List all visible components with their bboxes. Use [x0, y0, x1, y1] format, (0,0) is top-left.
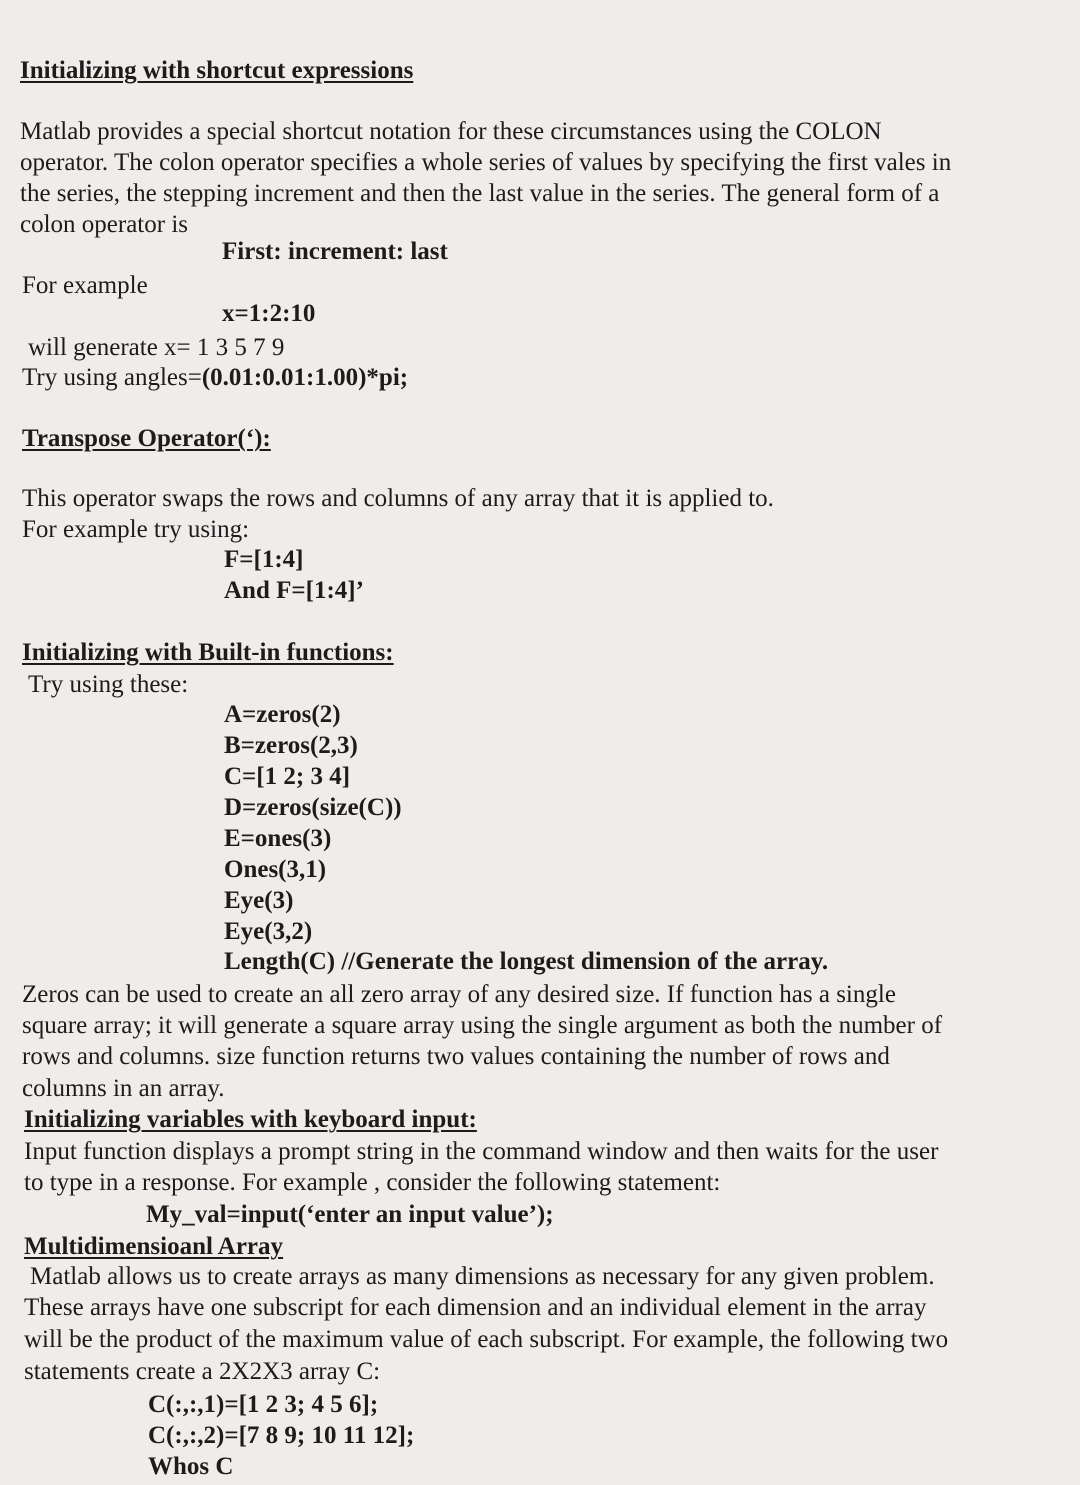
heading-builtin-functions: Initializing with Built-in functions:: [22, 639, 394, 666]
code-line: C(:,:,1)=[1 2 3; 4 5 6];: [148, 1391, 379, 1418]
code-line: Ones(3,1): [224, 856, 327, 883]
paragraph-line: statements create a 2X2X3 array C:: [24, 1358, 381, 1385]
paragraph-line: to type in a response. For example , consider the following statement:: [24, 1169, 721, 1196]
paragraph-line: Input function displays a prompt string in the command window and then waits for the user: [24, 1138, 939, 1165]
code-line: Whos C: [148, 1453, 234, 1480]
paragraph-line: Matlab provides a special shortcut notation for these circumstances using the COLON: [20, 118, 882, 145]
try-using-these: Try using these:: [28, 671, 189, 698]
heading-shortcut-expressions: Initializing with shortcut expressions: [20, 57, 414, 84]
colon-general-form: First: increment: last: [222, 238, 448, 265]
code-line: B=zeros(2,3): [224, 732, 358, 759]
try-prefix: Try using angles=: [22, 364, 202, 391]
try-code: (0.01:0.01:1.00)*pi;: [201, 364, 409, 391]
code-line: Length(C) //Generate the longest dimension of the array.: [224, 948, 829, 975]
for-example-label: For example: [22, 272, 148, 299]
code-line: Eye(3): [224, 887, 294, 914]
code-line: Eye(3,2): [224, 918, 313, 945]
paragraph-line: will be the product of the maximum value of each subscript. For example, the following two: [24, 1326, 949, 1353]
paragraph-line: the series, the stepping increment and then the last value in the series. The general form of a: [20, 180, 940, 207]
paragraph-line: For example try using:: [22, 516, 250, 543]
example-result: will generate x= 1 3 5 7 9: [28, 334, 285, 361]
paragraph-line: colon operator is: [20, 211, 189, 238]
paragraph-line: Zeros can be used to create an all zero array of any desired size. If function has a single: [22, 981, 896, 1008]
paragraph-line: square array; it will generate a square array using the single argument as both the number of: [22, 1012, 943, 1039]
try-angles-line: [22, 363, 408, 393]
code-line: E=ones(3): [224, 825, 332, 852]
paragraph-line: This operator swaps the rows and columns of any array that it is applied to.: [22, 485, 774, 512]
code-line: C=[1 2; 3 4]: [224, 763, 351, 790]
heading-keyboard-input: Initializing variables with keyboard input:: [24, 1106, 477, 1133]
code-line: And F=[1:4]’: [224, 577, 364, 604]
code-line: F=[1:4]: [224, 546, 304, 573]
paragraph-line: rows and columns. size function returns two values containing the number of rows and: [22, 1043, 890, 1070]
heading-transpose-operator: Transpose Operator(‘):: [22, 425, 271, 452]
paragraph-line: Matlab allows us to create arrays as many dimensions as necessary for any given problem.: [30, 1263, 935, 1290]
example-code: x=1:2:10: [222, 300, 316, 327]
code-line: My_val=input(‘enter an input value’);: [146, 1201, 554, 1228]
heading-multidimensional-array: Multidimensioanl Array: [24, 1233, 284, 1260]
code-line: D=zeros(size(C)): [224, 794, 402, 821]
paragraph-line: These arrays have one subscript for each dimension and an individual element in the array: [24, 1294, 927, 1321]
paragraph-line: columns in an array.: [22, 1075, 225, 1102]
code-line: C(:,:,2)=[7 8 9; 10 11 12];: [148, 1422, 415, 1449]
paragraph-line: operator. The colon operator specifies a whole series of values by specifying the first vales in: [20, 149, 952, 176]
code-line: A=zeros(2): [224, 701, 341, 728]
